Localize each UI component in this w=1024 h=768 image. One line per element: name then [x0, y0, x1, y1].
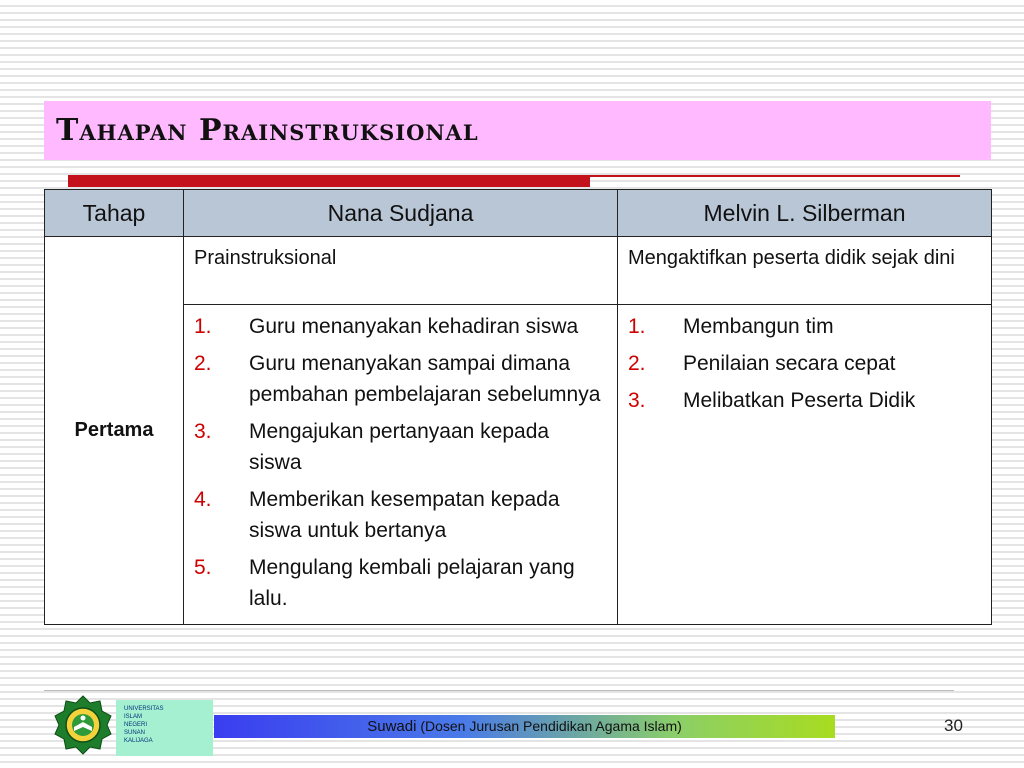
list-number: 3. [628, 389, 646, 412]
list-number: 5. [194, 556, 212, 579]
header-tahap: Tahap [45, 190, 184, 237]
list-item [194, 552, 607, 614]
title-bar [44, 101, 991, 160]
accent-bar [68, 175, 590, 187]
list-item [194, 416, 607, 478]
list-number: 1. [628, 315, 646, 338]
table-row [45, 305, 992, 625]
list-item [194, 348, 607, 410]
footer-divider [44, 690, 954, 691]
footer-author: Suwadi [367, 718, 417, 735]
header-nana-sudjana: Nana Sudjana [184, 190, 618, 237]
list-item [194, 311, 607, 342]
sudjana-stage-cell: Prainstruksional [184, 237, 618, 305]
list-item [628, 348, 981, 379]
silberman-stage-cell: Mengaktifkan peserta didik sejak dini [618, 237, 992, 305]
list-text: Melibatkan Peserta Didik [683, 389, 916, 412]
list-text: Guru menanyakan sampai dimana pembahan pembelajaran sebelumnya [249, 352, 601, 406]
table-header-row [45, 190, 992, 237]
list-text: Memberikan kesempatan kepada siswa untuk bertanya [249, 488, 560, 542]
stage-cell: Pertama [45, 237, 184, 625]
list-text: Penilaian secara cepat [683, 352, 896, 375]
list-number: 2. [194, 352, 212, 375]
footer-bar [214, 715, 835, 738]
list-number: 3. [194, 420, 212, 443]
list-item [194, 484, 607, 546]
slide-title: Tahapan Prainstruksional [56, 113, 479, 148]
sudjana-steps-cell [184, 305, 618, 625]
list-item [628, 311, 981, 342]
list-item [628, 385, 981, 416]
comparison-table [44, 189, 992, 625]
list-text: Membangun tim [683, 315, 834, 338]
footer-affiliation: (Dosen Jurusan Pendidikan Agama Islam) [420, 718, 682, 734]
silberman-steps-cell [618, 305, 992, 625]
list-number: 2. [628, 352, 646, 375]
header-melvin-silberman: Melvin L. Silberman [618, 190, 992, 237]
university-seal-icon [52, 694, 114, 756]
list-text: Mengajukan pertanyaan kepada siswa [249, 420, 550, 474]
list-text: Mengulang kembali pelajaran yang lalu. [249, 556, 575, 610]
list-text: Guru menanyakan kehadiran siswa [249, 315, 579, 338]
footer-caption [214, 718, 835, 735]
table-row [45, 237, 992, 305]
list-number: 1. [194, 315, 212, 338]
accent-line [590, 175, 960, 177]
university-name-box [116, 700, 213, 756]
page-number: 30 [944, 716, 963, 735]
list-number: 4. [194, 488, 212, 511]
university-name: UNIVERSITAS ISLAM NEGERI SUNAN KALIJAGA [124, 706, 164, 744]
